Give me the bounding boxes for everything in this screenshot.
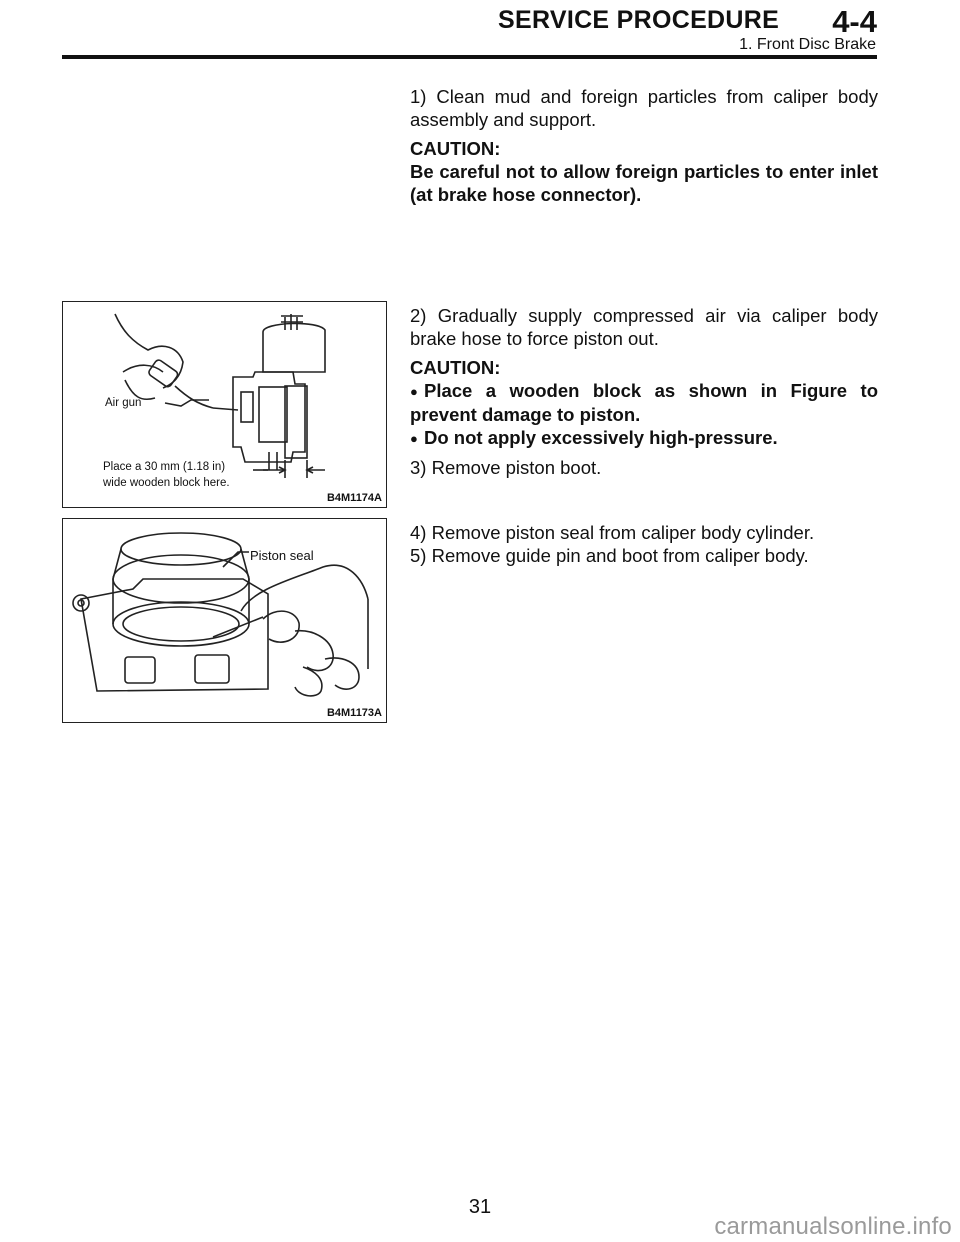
step-2-bullet-1: ● Place a wooden block as shown in Figure to prevent damage to piston.: [410, 380, 878, 425]
bullet-icon: ●: [410, 384, 418, 399]
step-2-block: [410, 304, 878, 485]
step-2-text: 2) Gradually supply compressed air via caliper body brake hose to force piston out.: [410, 305, 878, 349]
block-label-line2: wide wooden block here.: [103, 477, 230, 489]
block-label-line1: Place a 30 mm (1.18 in): [103, 461, 226, 473]
section-title: SERVICE PROCEDURE: [498, 6, 780, 34]
step-5-text: 5) Remove guide pin and boot from caliper body.: [410, 545, 809, 566]
piston-seal-illustration: [63, 519, 386, 722]
figure-1-id: B4M1174A: [326, 492, 382, 504]
air-gun-illustration: [63, 302, 386, 507]
piston-seal-label: Piston seal: [250, 548, 314, 563]
header-rule: [62, 55, 877, 59]
step-1-block: [410, 85, 878, 212]
step-1-text: 1) Clean mud and foreign particles from caliper body assembly and support.: [410, 86, 878, 130]
step-3-text: 3) Remove piston boot.: [410, 457, 602, 478]
step-2-caution-label: CAUTION:: [410, 357, 501, 378]
step-2-bullet-2: ● Do not apply excessively high-pressure.: [410, 427, 778, 448]
bullet-icon: ●: [410, 431, 418, 446]
watermark[interactable]: carmanualsonline.info: [714, 1213, 952, 1240]
step-4-text: 4) Remove piston seal from caliper body cylinder.: [410, 522, 815, 543]
step-1-caution-label: CAUTION:: [410, 138, 501, 159]
figure-air-gun: [62, 301, 387, 508]
step-4-5-block: [410, 521, 878, 573]
air-gun-label: Air gun: [105, 397, 142, 409]
step-1-caution-text: Be careful not to allow foreign particles to enter inlet (at brake hose connector).: [410, 161, 878, 205]
section-number: 4-4: [832, 4, 877, 39]
figure-2-id: B4M1173A: [326, 707, 382, 719]
figure-piston-seal: [62, 518, 387, 723]
page-number: 31: [468, 1196, 492, 1218]
section-subtitle: 1. Front Disc Brake: [739, 36, 876, 53]
